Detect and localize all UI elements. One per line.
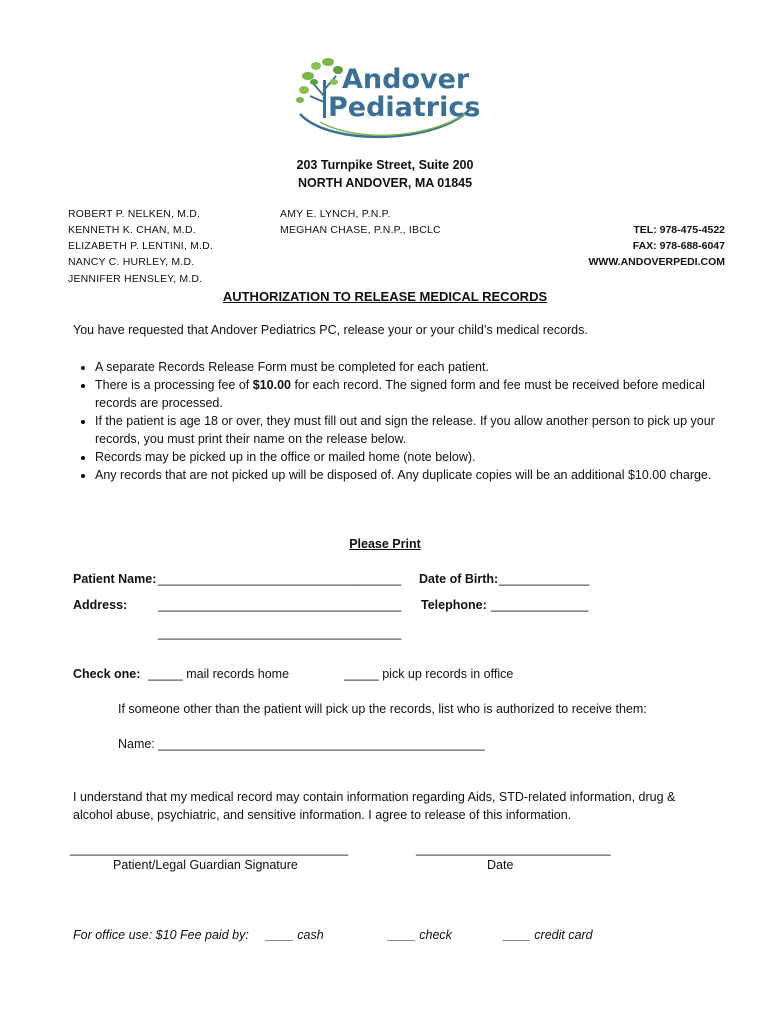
- address-label: Address:: [73, 598, 128, 612]
- authorized-instructions: If someone other than the patient will pick up the records, list who is authorized to receive them:: [118, 702, 647, 716]
- office-credit-option[interactable]: ____ credit card: [503, 928, 593, 942]
- patient-name-field[interactable]: ___________________________________: [158, 572, 402, 586]
- address-field-1[interactable]: ___________________________________: [158, 598, 402, 612]
- office-use-label: For office use: $10 Fee paid by:: [73, 928, 249, 942]
- staff-left-4: NANCY C. HURLEY, M.D.: [68, 256, 195, 268]
- page-title: AUTHORIZATION TO RELEASE MEDICAL RECORDS: [222, 289, 548, 304]
- list-item: • There is a processing fee of $10.00 for each record. The signed form and fee must be received before medical records are processed.: [95, 376, 725, 412]
- staff-mid-2: MEGHAN CHASE, P.N.P., IBCLC: [280, 224, 441, 236]
- address-line2: NORTH ANDOVER, MA 01845: [297, 176, 473, 190]
- patient-name-label: Patient Name:: [73, 572, 157, 586]
- pickup-office-option[interactable]: _____ pick up records in office: [344, 667, 514, 681]
- telephone-field[interactable]: ______________: [491, 598, 589, 612]
- contact-tel: TEL: 978-475-4522: [633, 224, 725, 236]
- staff-left-1: ROBERT P. NELKEN, M.D.: [68, 208, 201, 220]
- staff-mid-1: AMY E. LYNCH, P.N.P.: [280, 208, 391, 220]
- dob-label: Date of Birth:: [419, 572, 499, 586]
- logo-line2: Pediatrics: [328, 92, 481, 123]
- contact-web[interactable]: WWW.ANDOVERPEDI.COM: [588, 256, 725, 268]
- andover-pediatrics-logo: [290, 52, 480, 144]
- list-item: • Any records that are not picked up will be disposed of. Any duplicate copies will be an additional $10.00 charge.: [95, 466, 725, 484]
- list-item: • A separate Records Release Form must be completed for each patient.: [95, 358, 725, 376]
- dob-field[interactable]: _____________: [499, 572, 590, 586]
- contact-fax: FAX: 978-688-6047: [632, 240, 725, 252]
- list-item: • Records may be picked up in the office or mailed home (note below).: [95, 448, 725, 466]
- address-field-2[interactable]: ___________________________________: [158, 626, 402, 640]
- address-line1: 203 Turnpike Street, Suite 200: [296, 158, 474, 172]
- staff-left-3: ELIZABETH P. LENTINI, M.D.: [68, 240, 214, 252]
- mail-home-option[interactable]: _____ mail records home: [148, 667, 290, 681]
- signature-field[interactable]: ________________________________________: [70, 842, 349, 856]
- logo-line1: Andover: [342, 64, 470, 95]
- staff-left-5: JENNIFER HENSLEY, M.D.: [68, 273, 203, 285]
- check-one-label: Check one:: [73, 667, 141, 681]
- office-check-option[interactable]: ____ check: [388, 928, 452, 942]
- intro-text: You have requested that Andover Pediatrics PC, release your or your child’s medical records.: [73, 323, 588, 337]
- authorized-name-field[interactable]: _______________________________________________: [158, 737, 485, 751]
- telephone-label: Telephone:: [421, 598, 487, 612]
- consent-text: I understand that my medical record may contain information regarding Aids, STD-related information, drug & alcohol abuse, psychiatric, and sensitive information. I agree to release of this information.: [73, 790, 676, 822]
- please-print-heading: Please Print: [349, 537, 421, 551]
- signature-label: Patient/Legal Guardian Signature: [113, 858, 298, 872]
- fee-amount: $10.00: [252, 378, 291, 392]
- staff-left-2: KENNETH K. CHAN, M.D.: [68, 224, 196, 236]
- date-label: Date: [487, 858, 514, 872]
- instructions-list: [73, 358, 725, 484]
- date-field[interactable]: ____________________________: [416, 842, 611, 856]
- office-cash-option[interactable]: ____ cash: [266, 928, 324, 942]
- list-item: • If the patient is age 18 or over, they must fill out and sign the release. If you allow another person to pick up your records, you must print their name on the release below.: [95, 412, 725, 448]
- authorized-name-label: Name:: [118, 737, 155, 751]
